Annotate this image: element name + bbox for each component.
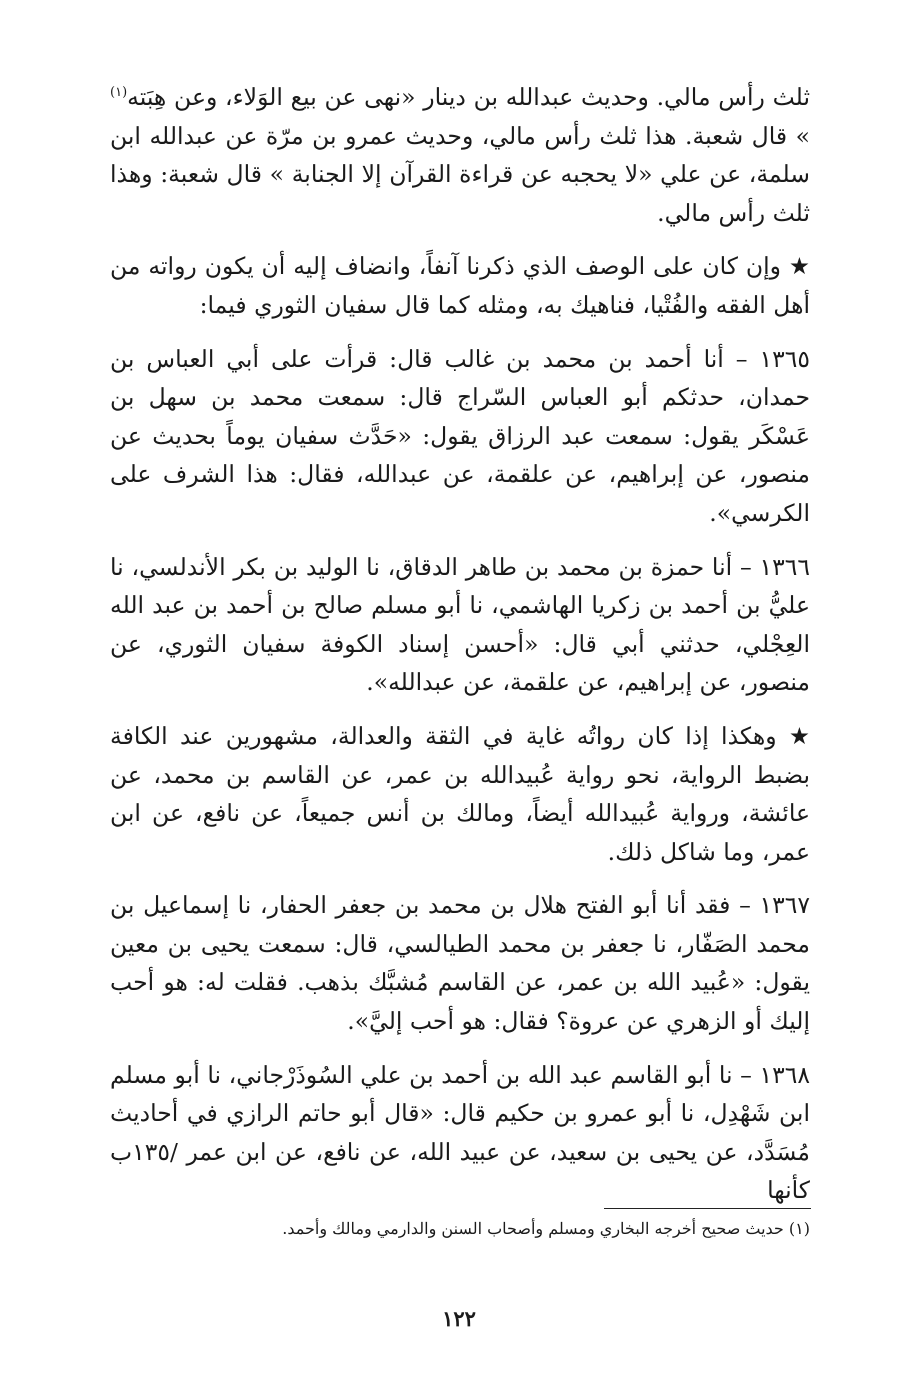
paragraph-1-text-before: ثلث رأس مالي. وحديث عبدالله بن دينار «نهى عن بيع الوَلاء، وعن هِبَته [127,83,810,111]
paragraph-4-hadith-1366: ١٣٦٦ – أنا حمزة بن محمد بن طاهر الدقاق، نا الوليد بن بكر الأندلسي، نا عليُّ بن أحمد بن زكريا الهاشمي، نا أبو مسلم صالح بن أحمد بن عبد الله العِجْلي، حدثني أبي قال: «أحسن إسناد الكوفة سفيان الثوري، عن منصور، عن إبراهيم، عن علقمة، عن عبدالله». [110,552,810,697]
footnote-reference-1: (١) [110,85,128,101]
paragraph-7-hadith-1368: ١٣٦٨ – نا أبو القاسم عبد الله بن أحمد بن علي السُوذَرْجاني، نا أبو مسلم ابن شَهْدِل، نا أبو عمرو بن حكيم قال: «قال أبو حاتم الرازي في أحاديث مُسَدَّد، عن يحيى بن سعيد، عن عبيد الله، عن نافع، عن ابن عمر /١٣٥ب كأنها [110,1060,810,1205]
page-number: ١٢٢ [442,1306,476,1331]
paragraph-3-hadith-1365: ١٣٦٥ – أنا أحمد بن محمد بن غالب قال: قرأت على أبي العباس بن حمدان، حدثكم أبو العباس السّراج قال: سمعت محمد بن سهل بن عَسْكَر يقول: سمعت عبد الرزاق يقول: «حَدَّث سفيان يوماً بحديث عن منصور، عن إبراهيم، عن علقمة، عن عبدالله، فقال: هذا الشرف على الكرسي». [110,344,810,527]
paragraph-2: ★ وإن كان على الوصف الذي ذكرنا آنفاً، وانضاف إليه أن يكون رواته من أهل الفقه والفُتْيا، فناهيك به، ومثله كما قال سفيان الثوري فيما: [110,252,810,319]
main-text-block [110,78,810,1225]
footnote-divider [604,1208,811,1209]
paragraph-1-text-after: » قال شعبة. هذا ثلث رأس مالي، وحديث عمرو بن مرّة عن عبدالله ابن سلمة، عن علي «لا يحجبه عن قراءة القرآن إلا الجنابة » قال شعبة: وهذا ثلث رأس مالي. [110,121,810,227]
footnote-1: (١) حديث صحيح أخرجه البخاري ومسلم وأصحاب السنن والدارمي ومالك وأحمد. [282,1219,810,1238]
paragraph-6-hadith-1367: ١٣٦٧ – فقد أنا أبو الفتح هلال بن محمد بن جعفر الحفار، نا إسماعيل بن محمد الصَفّار، نا جعفر بن محمد الطيالسي، قال: سمعت يحيى بن معين يقول: «عُبيد الله بن عمر، عن القاسم مُشبَّك بذهب. فقلت له: هو أحب إليك أو الزهري عن عروة؟ فقال: هو أحب إليَّ». [110,891,810,1036]
paragraph-1 [110,78,810,232]
paragraph-5: ★ وهكذا إذا كان رواتُه غاية في الثقة والعدالة، مشهورين عند الكافة بضبط الرواية، نحو رواية عُبيدالله بن عمر، عن القاسم بن محمد، عن عائشة، ورواية عُبيدالله أيضاً، ومالك بن أنس جميعاً، عن نافع، عن ابن عمر، وما شاكل ذلك. [110,721,810,866]
